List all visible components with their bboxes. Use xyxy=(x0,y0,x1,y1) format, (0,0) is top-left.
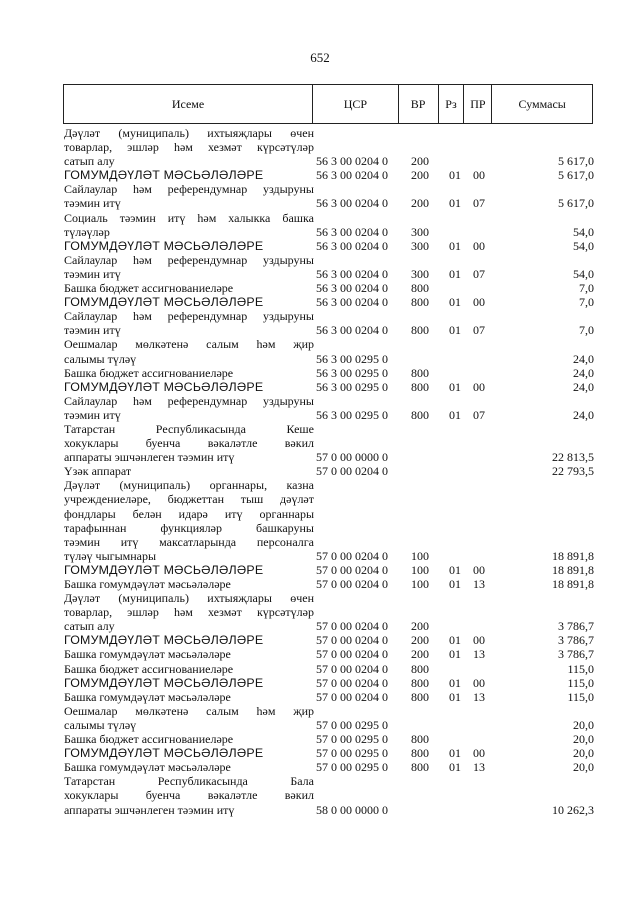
table-row xyxy=(64,647,594,661)
row-name-line: ГОМУМДӘҮЛӘТ МӘСЬӘЛӘЛӘРЕ xyxy=(64,295,264,310)
row-csr: 56 3 00 0295 0 xyxy=(316,365,388,380)
row-name xyxy=(64,380,314,394)
table-row xyxy=(64,690,594,704)
row-name-line: Дәүләт (муниципаль) ихтыяҗлары өчен xyxy=(64,591,314,606)
row-rz: 01 xyxy=(449,407,461,422)
row-name-line: салымы түләү xyxy=(64,717,137,732)
row-name xyxy=(64,704,314,732)
row-rz: 01 xyxy=(449,295,461,310)
row-name xyxy=(64,366,314,380)
row-sum: 24,0 xyxy=(573,365,594,380)
row-csr: 57 0 00 0204 0 xyxy=(316,675,388,690)
row-csr: 56 3 00 0204 0 xyxy=(316,168,388,183)
table-row xyxy=(64,394,594,422)
row-vr: 800 xyxy=(411,295,429,310)
row-rz: 01 xyxy=(449,323,461,338)
row-name-line: Сайлаулар һәм референдумнар уздыруны xyxy=(64,309,314,324)
header-csr: ЦСР xyxy=(313,85,399,123)
row-name-line: Татарстан Республикасында Кеше xyxy=(64,421,314,436)
row-sum: 18 891,8 xyxy=(552,577,594,591)
row-name-line: Оешмалар мөлкәтенә салым һәм җир xyxy=(64,703,314,718)
table-row xyxy=(64,366,594,380)
row-name-line: Татарстан Республикасында Бала xyxy=(64,774,314,789)
table-row xyxy=(64,591,594,633)
row-name xyxy=(64,295,314,309)
row-csr: 57 0 00 0295 0 xyxy=(316,717,388,732)
row-csr: 57 0 00 0204 0 xyxy=(316,619,388,634)
row-pr: 13 xyxy=(473,577,485,591)
row-vr: 300 xyxy=(411,238,429,253)
row-name xyxy=(64,690,314,704)
row-sum: 24,0 xyxy=(573,379,594,394)
row-name-line: Башка бюджет ассигнованиеләре xyxy=(64,281,234,296)
row-name-line: Башка гомумдәүләт мәсьәләләре xyxy=(64,577,231,591)
row-vr: 200 xyxy=(411,619,429,634)
row-vr: 200 xyxy=(411,633,429,648)
table-row xyxy=(64,676,594,690)
row-name-line: сатып алу xyxy=(64,619,115,634)
row-name-line: Дәүләт (муниципаль) органнары, казна xyxy=(64,478,314,493)
row-name-line: тәэмин итү xyxy=(64,407,121,422)
row-vr: 800 xyxy=(411,281,429,296)
row-pr: 00 xyxy=(473,168,485,183)
row-name-line: товарлар, эшләр һәм хезмәт күрсәтүләр xyxy=(64,140,314,155)
row-rz: 01 xyxy=(449,168,461,183)
row-rz: 01 xyxy=(449,266,461,281)
row-csr: 56 3 00 0295 0 xyxy=(316,379,388,394)
row-pr: 00 xyxy=(473,633,485,648)
row-name-line: тәэмин итү максатларында персоналга xyxy=(64,534,314,549)
row-csr: 57 0 00 0295 0 xyxy=(316,760,388,775)
row-name xyxy=(64,337,314,365)
row-sum: 54,0 xyxy=(573,238,594,253)
header-vr: ВР xyxy=(399,85,439,123)
row-name xyxy=(64,309,314,337)
header-name: Исеме xyxy=(64,85,313,123)
row-name-line: аппараты эшчәнлеген тәэмин итү xyxy=(64,802,235,817)
row-sum: 7,0 xyxy=(579,295,594,310)
row-vr: 800 xyxy=(411,675,429,690)
row-sum: 20,0 xyxy=(573,746,594,761)
row-name-line: Сайлаулар һәм референдумнар уздыруны xyxy=(64,252,314,267)
row-name-line: аппараты эшчәнлеген тәэмин итү xyxy=(64,450,235,465)
row-rz: 01 xyxy=(449,577,461,591)
row-csr: 56 3 00 0204 0 xyxy=(316,154,388,169)
row-name xyxy=(64,760,314,774)
row-vr: 800 xyxy=(411,365,429,380)
row-sum: 54,0 xyxy=(573,266,594,281)
table-row xyxy=(64,253,594,281)
row-sum: 24,0 xyxy=(573,407,594,422)
row-rz: 01 xyxy=(449,647,461,662)
row-name-line: Оешмалар мөлкәтенә салым һәм җир xyxy=(64,337,314,352)
row-name xyxy=(64,211,314,239)
table-row xyxy=(64,760,594,774)
row-csr: 57 0 00 0204 0 xyxy=(316,633,388,648)
row-sum: 3 786,7 xyxy=(558,619,594,634)
row-vr: 800 xyxy=(411,323,429,338)
table-row xyxy=(64,662,594,676)
table-row xyxy=(64,239,594,253)
row-name-line: тәэмин итү xyxy=(64,266,121,281)
row-name-line: ГОМУМДӘҮЛӘТ МӘСЬӘЛӘЛӘРЕ xyxy=(64,562,264,577)
row-csr: 57 0 00 0204 0 xyxy=(316,647,388,662)
row-sum: 18 891,8 xyxy=(552,562,594,577)
row-vr: 800 xyxy=(411,379,429,394)
row-pr: 07 xyxy=(473,196,485,211)
row-rz: 01 xyxy=(449,675,461,690)
table-row xyxy=(64,746,594,760)
row-name-line: түләүләр xyxy=(64,224,110,239)
row-name-line: Башка бюджет ассигнованиеләре xyxy=(64,365,234,380)
row-name xyxy=(64,394,314,422)
row-name xyxy=(64,281,314,295)
row-csr: 57 0 00 0204 0 xyxy=(316,464,388,479)
row-vr: 100 xyxy=(411,562,429,577)
table-row xyxy=(64,774,594,816)
row-rz: 01 xyxy=(449,760,461,775)
row-pr: 00 xyxy=(473,562,485,577)
row-csr: 56 3 00 0204 0 xyxy=(316,238,388,253)
row-csr: 56 3 00 0204 0 xyxy=(316,295,388,310)
row-pr: 13 xyxy=(473,647,485,662)
table-body xyxy=(64,126,594,817)
row-name xyxy=(64,662,314,676)
row-csr: 56 3 00 0204 0 xyxy=(316,266,388,281)
row-name-line: ГОМУМДӘҮЛӘТ МӘСЬӘЛӘЛӘРЕ xyxy=(64,168,264,183)
row-name xyxy=(64,182,314,210)
row-sum: 18 891,8 xyxy=(552,548,594,563)
row-sum: 115,0 xyxy=(567,689,594,704)
header-rz: Рз xyxy=(439,85,465,123)
row-sum: 24,0 xyxy=(573,351,594,366)
row-name xyxy=(64,168,314,182)
row-pr: 07 xyxy=(473,266,485,281)
row-name-line: Башка бюджет ассигнованиеләре xyxy=(64,661,234,676)
row-vr: 100 xyxy=(411,577,429,591)
table-row xyxy=(64,732,594,746)
row-csr: 57 0 00 0204 0 xyxy=(316,577,388,591)
row-name-line: Башка гомумдәүләт мәсьәләләре xyxy=(64,760,231,775)
row-vr: 800 xyxy=(411,661,429,676)
row-name-line: Сайлаулар һәм референдумнар уздыруны xyxy=(64,182,314,197)
row-sum: 5 617,0 xyxy=(558,168,594,183)
row-name xyxy=(64,746,314,760)
table-row xyxy=(64,563,594,577)
row-csr: 56 3 00 0204 0 xyxy=(316,281,388,296)
row-name-line: тәэмин итү xyxy=(64,323,121,338)
row-name-line: Үзәк аппарат xyxy=(64,464,132,479)
row-vr: 800 xyxy=(411,760,429,775)
table-row xyxy=(64,126,594,168)
row-name xyxy=(64,478,314,563)
table-row xyxy=(64,380,594,394)
row-name-line: Башка гомумдәүләт мәсьәләләре xyxy=(64,689,231,704)
row-pr: 07 xyxy=(473,407,485,422)
row-csr: 56 3 00 0204 0 xyxy=(316,196,388,211)
row-sum: 5 617,0 xyxy=(558,154,594,169)
row-name-line: Социаль тәэмин итү һәм халыкка башка xyxy=(64,210,314,225)
row-name-line: Башка гомумдәүләт мәсьәләләре xyxy=(64,647,231,662)
row-pr: 07 xyxy=(473,323,485,338)
row-name-line: сатып алу xyxy=(64,154,115,169)
row-rz: 01 xyxy=(449,633,461,648)
row-pr: 13 xyxy=(473,760,485,775)
row-sum: 7,0 xyxy=(579,281,594,296)
row-csr: 58 0 00 0000 0 xyxy=(316,802,388,817)
table-row xyxy=(64,478,594,563)
row-name xyxy=(64,676,314,690)
row-name-line: хокуклары буенча вәкаләтле вәкил xyxy=(64,788,314,803)
row-name-line: тәэмин итү xyxy=(64,196,121,211)
row-name xyxy=(64,253,314,281)
table-row xyxy=(64,422,594,464)
row-name-line: Сайлаулар һәм референдумнар уздыруны xyxy=(64,393,314,408)
row-sum: 22 813,5 xyxy=(552,450,594,465)
row-vr: 800 xyxy=(411,732,429,747)
row-vr: 200 xyxy=(411,196,429,211)
table-row xyxy=(64,577,594,591)
table-header xyxy=(63,84,593,124)
row-rz: 01 xyxy=(449,379,461,394)
row-rz: 01 xyxy=(449,238,461,253)
row-csr: 57 0 00 0204 0 xyxy=(316,562,388,577)
row-csr: 57 0 00 0295 0 xyxy=(316,732,388,747)
row-name xyxy=(64,647,314,661)
row-pr: 00 xyxy=(473,746,485,761)
row-csr: 57 0 00 0204 0 xyxy=(316,661,388,676)
row-vr: 200 xyxy=(411,154,429,169)
row-vr: 800 xyxy=(411,746,429,761)
header-pr: ПР xyxy=(464,85,492,123)
row-name xyxy=(64,577,314,591)
row-name xyxy=(64,239,314,253)
row-csr: 56 3 00 0204 0 xyxy=(316,323,388,338)
header-sum: Суммасы xyxy=(518,96,566,111)
row-sum: 20,0 xyxy=(573,760,594,775)
row-name-line: Дәүләт (муниципаль) ихтыяҗлары өчен xyxy=(64,126,314,140)
row-rz: 01 xyxy=(449,196,461,211)
table-row xyxy=(64,295,594,309)
row-vr: 200 xyxy=(411,647,429,662)
row-name-line: фондлары белән идарә итү органнары xyxy=(64,506,314,521)
table-row xyxy=(64,281,594,295)
row-sum: 20,0 xyxy=(573,717,594,732)
row-vr: 800 xyxy=(411,689,429,704)
row-sum: 5 617,0 xyxy=(558,196,594,211)
row-name-line: тарафыннан функцияләр башкаруны xyxy=(64,520,314,535)
row-csr: 56 3 00 0295 0 xyxy=(316,351,388,366)
row-vr: 200 xyxy=(411,168,429,183)
row-name-line: ГОМУМДӘҮЛӘТ МӘСЬӘЛӘЛӘРЕ xyxy=(64,675,264,690)
row-vr: 300 xyxy=(411,224,429,239)
table-row xyxy=(64,337,594,365)
row-name-line: товарлар, эшләр һәм хезмәт күрсәтүләр xyxy=(64,605,314,620)
row-csr: 57 0 00 0204 0 xyxy=(316,689,388,704)
row-sum: 115,0 xyxy=(567,675,594,690)
row-name-line: салымы түләү xyxy=(64,351,137,366)
table-row xyxy=(64,211,594,239)
row-name xyxy=(64,732,314,746)
row-csr: 57 0 00 0000 0 xyxy=(316,450,388,465)
row-sum: 7,0 xyxy=(579,323,594,338)
table-row xyxy=(64,168,594,182)
row-csr: 57 0 00 0204 0 xyxy=(316,548,388,563)
table-row xyxy=(64,704,594,732)
table-row xyxy=(64,182,594,210)
row-rz: 01 xyxy=(449,562,461,577)
row-name-line: учреждениеләре, бюджеттан тыш дәүләт xyxy=(64,492,314,507)
row-sum: 54,0 xyxy=(573,224,594,239)
table-row xyxy=(64,633,594,647)
row-pr: 00 xyxy=(473,238,485,253)
row-pr: 00 xyxy=(473,675,485,690)
row-csr: 57 0 00 0295 0 xyxy=(316,746,388,761)
row-csr: 56 3 00 0295 0 xyxy=(316,407,388,422)
row-sum: 3 786,7 xyxy=(558,633,594,648)
row-pr: 13 xyxy=(473,689,485,704)
row-sum: 10 262,3 xyxy=(552,802,594,817)
row-name-line: хокуклары буенча вәкаләтле вәкил xyxy=(64,436,314,451)
row-vr: 300 xyxy=(411,266,429,281)
row-sum: 22 793,5 xyxy=(552,464,594,479)
row-csr: 56 3 00 0204 0 xyxy=(316,224,388,239)
row-sum: 20,0 xyxy=(573,732,594,747)
row-rz: 01 xyxy=(449,746,461,761)
row-name-line: Башка бюджет ассигнованиеләре xyxy=(64,732,234,747)
row-name-line: ГОМУМДӘҮЛӘТ МӘСЬӘЛӘЛӘРЕ xyxy=(64,633,264,648)
row-sum: 3 786,7 xyxy=(558,647,594,662)
row-name xyxy=(64,563,314,577)
row-name xyxy=(64,633,314,647)
row-name-line: түләү чыгымнары xyxy=(64,548,157,563)
row-name xyxy=(64,591,314,633)
row-name-line: ГОМУМДӘҮЛӘТ МӘСЬӘЛӘЛӘРЕ xyxy=(64,379,264,394)
row-vr: 800 xyxy=(411,407,429,422)
table-row xyxy=(64,309,594,337)
row-name-line: ГОМУМДӘҮЛӘТ МӘСЬӘЛӘЛӘРЕ xyxy=(64,746,264,761)
row-name xyxy=(64,126,314,168)
row-name xyxy=(64,464,314,478)
row-rz: 01 xyxy=(449,689,461,704)
row-sum: 115,0 xyxy=(567,661,594,676)
row-name xyxy=(64,422,314,464)
row-vr: 100 xyxy=(411,548,429,563)
page-number: 652 xyxy=(310,50,330,65)
table-row xyxy=(64,464,594,478)
row-pr: 00 xyxy=(473,379,485,394)
row-name-line: ГОМУМДӘҮЛӘТ МӘСЬӘЛӘЛӘРЕ xyxy=(64,238,264,253)
row-pr: 00 xyxy=(473,295,485,310)
row-name xyxy=(64,774,314,816)
